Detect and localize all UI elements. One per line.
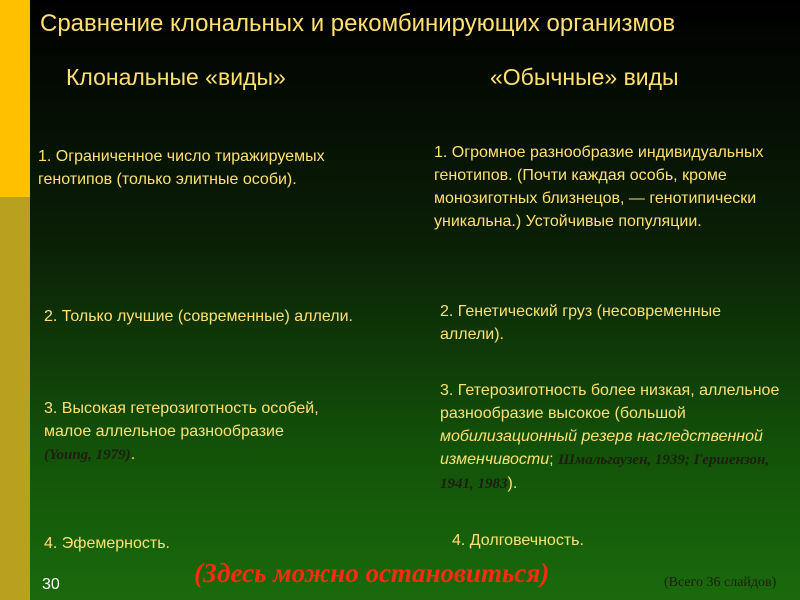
right-item-3-italic: мобилизационный резерв наследственной изменчивости xyxy=(440,428,763,468)
left-item-4: 4. Эфемерность. xyxy=(44,535,170,552)
right-item-3 xyxy=(440,379,785,496)
left-column-header: Клональные «виды» xyxy=(66,64,286,90)
left-item-2: 2. Только лучшие (современные) аллели. xyxy=(44,308,353,325)
right-item-3-citation: Шмальгаузен, 1939; Гершензон, 1941, 1983 xyxy=(440,452,770,492)
right-item-3-semicolon: ; xyxy=(549,451,554,468)
total-slides-note: (Всего 36 слайдов) xyxy=(664,575,777,590)
left-item-3-text: 3. Высокая гетерозиготность особей, малое аллельное разнообразие xyxy=(44,400,319,440)
right-item-4: 4. Долговечность. xyxy=(452,532,584,549)
right-item-2: 2. Генетический груз (несовременные аллели). xyxy=(440,303,722,343)
left-item-3-citation: (Young, 1979) xyxy=(44,447,131,463)
right-column-header: «Обычные» виды xyxy=(490,64,679,90)
right-item-1: 1. Огромное разнообразие индивидуальных генотипов. (Почти каждая особь, кроме монозиготных близнецов, — генотипически уникальна.) Устойчивые популяции. xyxy=(434,144,764,230)
slide-number: 30 xyxy=(42,576,60,593)
side-accent-bar-top xyxy=(0,0,30,197)
slide-title: Сравнение клональных и рекомбинирующих организмов xyxy=(40,10,676,37)
left-item-3-end: . xyxy=(130,446,136,463)
right-item-3-end: ). xyxy=(507,475,518,492)
left-item-1: 1. Ограниченное число тиражируемых генотипов (только элитные особи). xyxy=(38,148,325,188)
side-accent-bar-bottom xyxy=(0,197,30,600)
left-item-3 xyxy=(44,397,324,467)
right-item-3-start: 3. Гетерозиготность более низкая, аллельное разнообразие высокое (большой xyxy=(440,382,780,422)
stop-note: (Здесь можно остановиться) xyxy=(194,558,550,588)
